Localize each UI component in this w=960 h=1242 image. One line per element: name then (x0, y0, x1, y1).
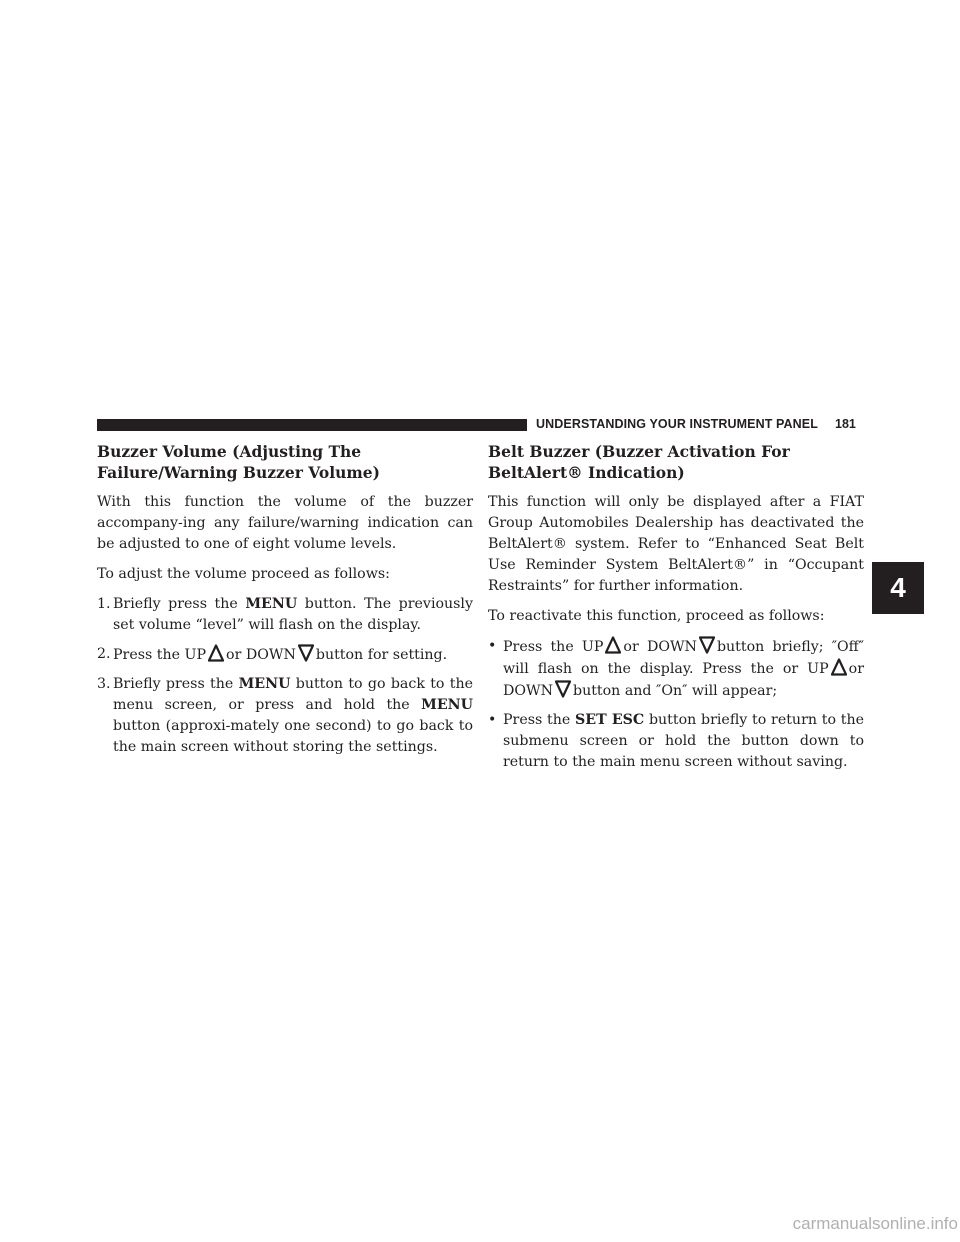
header-rule (97, 419, 527, 431)
step-number: 1. (97, 596, 111, 612)
page-number: 181 (835, 417, 856, 431)
step-3: 3. Briefly press the MENU button to go back to the menu screen, or press and hold the MENU button (approxi-mately one second) to go back to the main screen without storing the settings. (97, 674, 473, 758)
left-column (97, 441, 473, 766)
bullet-2: • Press the SET ESC button briefly to return to the submenu screen or hold the button down to return to the main menu screen without saving. (488, 710, 864, 773)
buzzer-volume-heading: Buzzer Volume (Adjusting The Failure/Warning Buzzer Volume) (97, 442, 380, 482)
buzzer-volume-lead: To adjust the volume proceed as follows: (97, 566, 390, 582)
step-number: 3. (97, 676, 111, 692)
down-triangle-icon (699, 636, 715, 654)
menu-keyword: MENU (421, 697, 473, 713)
belt-buzzer-heading: Belt Buzzer (Buzzer Activation For BeltAlert® Indication) (488, 442, 790, 482)
step-number: 2. (97, 646, 111, 662)
step-1: 1. Briefly press the MENU button. The previously set volume “level” will flash on the display. (97, 594, 473, 636)
menu-keyword: MENU (245, 596, 298, 612)
chapter-tab: 4 (872, 562, 924, 614)
up-triangle-icon (605, 636, 621, 654)
belt-buzzer-lead: To reactivate this function, proceed as follows: (488, 608, 825, 624)
down-triangle-icon (555, 680, 571, 698)
step-2: 2. Press the UP or DOWN button for setting. (97, 644, 473, 666)
running-header: UNDERSTANDING YOUR INSTRUMENT PANEL (536, 417, 818, 431)
set-esc-keyword: SET ESC (575, 712, 645, 728)
buzzer-volume-intro: With this function the volume of the buzzer accompany-ing any failure/warning indication can be adjusted to one of eight volume levels. (97, 494, 473, 552)
up-triangle-icon (831, 658, 847, 676)
bullet-1: • Press the UP or DOWN button briefly; ″Off″ will flash on the display. Press the or UP or DOWN button and ″On″ will appear; (488, 636, 864, 702)
up-triangle-icon (208, 644, 224, 662)
belt-buzzer-intro: This function will only be displayed after a FIAT Group Automobiles Dealership has deactivated the BeltAlert® system. Refer to “Enhanced Seat Belt Use Reminder System BeltAlert®” in “Occupant Restraints” for further information. (488, 494, 864, 594)
menu-keyword: MENU (238, 676, 291, 692)
bullet-mark: • (488, 712, 497, 728)
footer-watermark: carmanualsonline.info (792, 1214, 958, 1233)
bullet-mark: • (488, 638, 497, 654)
down-triangle-icon (298, 644, 314, 662)
right-column (488, 441, 864, 781)
